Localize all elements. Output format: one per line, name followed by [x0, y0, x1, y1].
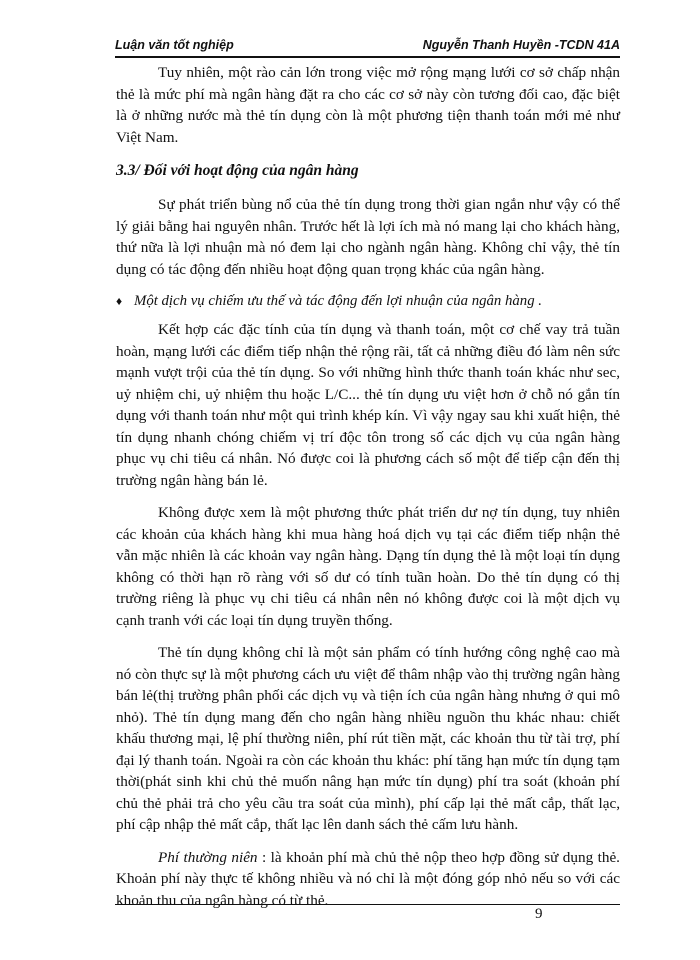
section-heading: 3.3/ Đối với hoạt động của ngân hàng	[116, 162, 359, 179]
annual-fee-label: Phí thường niên	[158, 848, 258, 866]
page-header	[115, 36, 620, 58]
body-paragraph-1: Kết hợp các đặc tính của tín dụng và thanh toán, một cơ chế vay trả tuần hoàn, mạng lưới các điểm tiếp nhận thẻ rộng rãi, tất cả những điều đó làm nên sức mạnh vượt trội của thẻ tín dụng. So với những hình thức thanh toán khác như sec, uỷ nhiệm chi, uỷ nhiệm thu hoặc L/C... thẻ tín dụng ưu việt hơn ở chỗ nó gắn tín dụng với thanh toán như một qui trình khép kín. Vì vậy ngay sau khi xuất hiện, thẻ tín dụng nhanh chóng chiếm vị trí độc tôn trong số các dịch vụ của ngân hàng phục vụ chi tiêu cá nhân. Nó được coi là phương cách số một để tiếp cận đến thị trường ngân hàng bán lẻ.	[116, 321, 620, 489]
header-rule	[115, 56, 620, 58]
header-author: Nguyễn Thanh Huyền -TCDN 41A	[422, 38, 620, 52]
annual-fee-text: : là khoản phí mà chủ thẻ nộp theo hợp đồng sử dụng thẻ. Khoản phí này thực tế không nhiều và nó chỉ là một đóng góp nhỏ nếu so với các khoản thu của ngân hàng có từ thẻ.	[116, 848, 620, 909]
diamond-bullet-icon: ♦	[116, 294, 123, 308]
footer-rule	[115, 904, 620, 905]
bullet-text: Một dịch vụ chiếm ưu thế và tác động đến lợi nhuận của ngân hàng .	[134, 293, 543, 309]
page-body	[116, 62, 620, 911]
intro-paragraph: Tuy nhiên, một rào cản lớn trong việc mở rộng mạng lưới cơ sở chấp nhận thẻ là mức phí mà ngân hàng đặt ra cho các cơ sở này còn tương đối cao, đặc biệt là ở những nước mà thẻ tín dụng còn là một phương tiện thanh toán mới mẻ như Việt Nam.	[116, 64, 620, 146]
page-number: 9	[535, 906, 543, 922]
body-paragraph-2: Không được xem là một phương thức phát triển dư nợ tín dụng, tuy nhiên các khoản của khách hàng khi mua hàng hoá dịch vụ tại các điểm tiếp nhận thẻ vẫn mặc nhiên là các khoản vay ngân hàng. Dạng tín dụng thẻ là một loại tín dụng không có thời hạn rõ ràng với số dư có tính tuần hoàn. Do thẻ tín dụng có thị trường riêng là phục vụ chi tiêu cá nhân nên nó không được coi là một dịch vụ cạnh tranh với các loại tín dụng truyền thống.	[116, 504, 620, 629]
section-paragraph: Sự phát triển bùng nổ của thẻ tín dụng trong thời gian ngắn như vậy có thể lý giải bằng hai nguyên nhân. Trước hết là lợi ích mà nó mang lại cho khách hàng, thứ nữa là lợi nhuận mà nó đem lại cho ngành ngân hàng. Không chỉ vậy, thẻ tín dụng có tác động đến nhiều hoạt động quan trọng khác của ngân hàng.	[116, 196, 620, 278]
header-title: Luận văn tốt nghiệp	[115, 38, 234, 52]
annual-fee-paragraph	[116, 847, 620, 912]
bullet-item	[116, 291, 620, 312]
body-paragraph-3: Thẻ tín dụng không chỉ là một sản phẩm có tính hướng công nghệ cao mà nó còn thực sự là một phương cách ưu việt để thâm nhập vào thị trường ngân hàng bán lẻ(thị trường phân phối các dịch vụ và tiện ích của ngân hàng nhưng ở qui mô nhỏ). Thẻ tín dụng mang đến cho ngân hàng nhiều nguồn thu khác nhau: chiết khấu thương mại, lệ phí thường niên, phí rút tiền mặt, các khoản thu từ tài trợ, phí đại lý thanh toán. Ngoài ra còn các khoản thu khác: phí tăng hạn mức tín dụng tạm thời(phát sinh khi chủ thẻ muốn nâng hạn mức tín dụng) phí tra soát (khoản phí chủ thẻ phải trả cho yêu cầu tra soát của mình), phí cấp lại thẻ mất cắp, thất lạc, phí cập nhập thẻ mất cắp, thất lạc lên danh sách thẻ cấm lưu hành.	[116, 644, 620, 833]
